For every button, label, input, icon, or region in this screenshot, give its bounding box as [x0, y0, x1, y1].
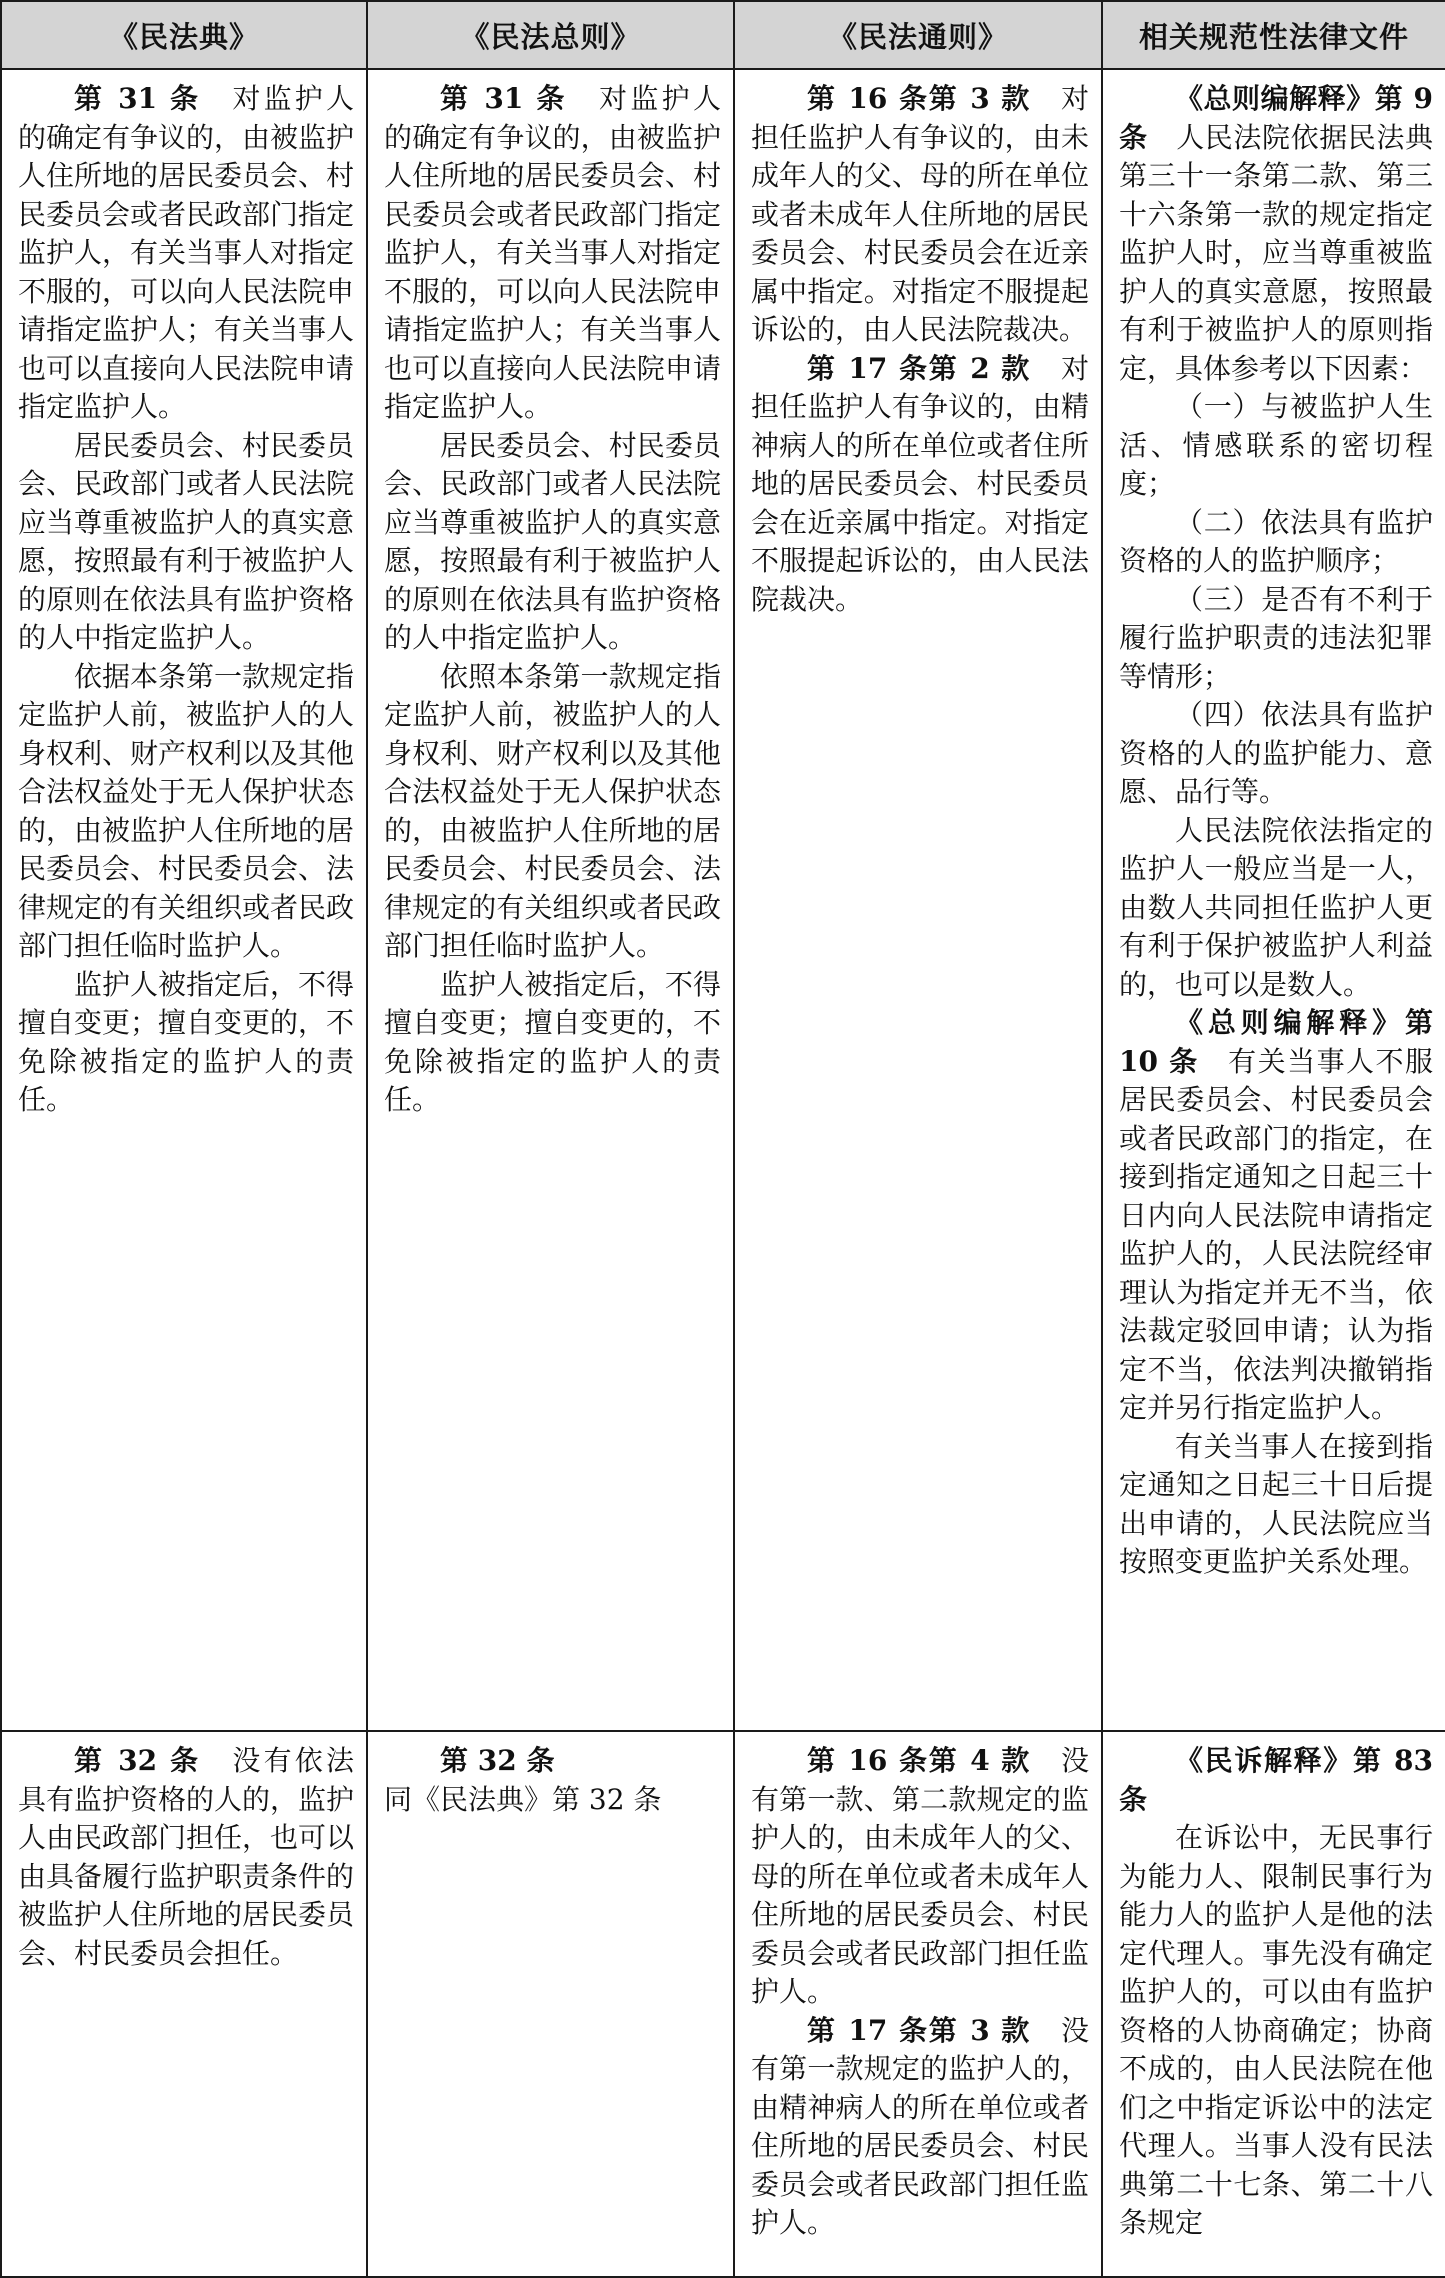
table-cell: [734, 1731, 1102, 2277]
header-general-provisions: 《民法总则》: [367, 1, 734, 69]
table-row: [1, 1731, 1445, 2277]
article-number: 第 32 条: [74, 1744, 202, 1777]
clause-paragraph: （三）是否有不利于履行监护职责的违法犯罪等情形；: [1119, 582, 1433, 693]
article-number: 第 31 条: [440, 82, 568, 115]
clause-paragraph: （四）依法具有监护资格的人的监护能力、意愿、品行等。: [1119, 698, 1433, 808]
clause-paragraph: [751, 2012, 1089, 2243]
clause-text: 对担任监护人有争议的，由未成年人的父、母的所在单位或者未成年人住所地的居民委员会、村民委员会在近亲属中指定。对指定不服提起诉讼的，由人民法院裁决。: [751, 82, 1089, 346]
article-number: 第 32 条: [440, 1744, 555, 1777]
clause-paragraph: [1119, 80, 1433, 388]
clause-paragraph: 监护人被指定后，不得擅自变更；擅自变更的，不免除被指定的监护人的责任。: [384, 967, 721, 1116]
clause-paragraph: [1119, 1742, 1433, 1819]
clause-paragraph: [18, 1742, 354, 1973]
clause-paragraph: 居民委员会、村民委员会、民政部门或者人民法院应当尊重被监护人的真实意愿，按照最有利于被监护人的原则在依法具有监护资格的人中指定监护人。: [384, 428, 721, 654]
clause-paragraph: [384, 80, 721, 427]
header-row: [1, 1, 1445, 69]
clause-text: 对监护人的确定有争议的，由被监护人住所地的居民委员会、村民委员会或者民政部门指定监护人，有关当事人对指定不服的，可以向人民法院申请指定监护人；有关当事人也可以直接向人民法院申请指定监护人。: [18, 82, 355, 423]
clause-text: 没有第一款规定的监护人的，由精神病人的所在单位或者住所地的居民委员会、村民委员会或者民政部门担任监护人。: [751, 2013, 1089, 2239]
article-number: 第 31 条: [74, 82, 202, 115]
clause-text: 对监护人的确定有争议的，由被监护人住所地的居民委员会、村民委员会或者民政部门指定监护人，有关当事人对指定不服的，可以向人民法院申请指定监护人；有关当事人也可以直接向人民法院申请指定监护人。: [384, 82, 721, 423]
article-number: 《民诉解释》第 83 条: [1119, 1744, 1433, 1816]
table-cell: [1102, 1731, 1445, 2277]
clause-text: 人民法院依据民法典第三十一条第二款、第三十六条第一款的规定指定监护人时，应当尊重被监护人的真实意愿，按照最有利于被监护人的原则指定，具体参考以下因素：: [1119, 120, 1433, 385]
table-cell: [367, 1731, 734, 2277]
table-header: [1, 1, 1445, 69]
article-number: 第 17 条第 2 款: [807, 351, 1032, 385]
clause-paragraph: [751, 1742, 1089, 2012]
table-cell: [734, 69, 1102, 1731]
clause-paragraph: 依照本条第一款规定指定监护人前，被监护人的人身权利、财产权利以及其他合法权益处于无人保护状态的，由被监护人住所地的居民委员会、村民委员会、法律规定的有关组织或者民政部门担任临时监护人。: [384, 659, 721, 962]
table-row: [1, 69, 1445, 1731]
clause-paragraph: 居民委员会、村民委员会、民政部门或者人民法院应当尊重被监护人的真实意愿，按照最有利于被监护人的原则在依法具有监护资格的人中指定监护人。: [18, 428, 355, 654]
table-cell: [367, 69, 734, 1731]
clause-text: 没有依法具有监护资格的人的，监护人由民政部门担任，也可以由具备履行监护职责条件的被监护人住所地的居民委员会、村民委员会担任。: [18, 1744, 355, 1970]
clause-paragraph: [1119, 1004, 1433, 1428]
article-number: 《总则编解释》第 9 条: [1119, 82, 1433, 154]
clause-paragraph: [384, 1742, 721, 1781]
clause-paragraph: [751, 80, 1089, 350]
header-civil-code: 《民法典》: [1, 1, 367, 69]
article-number: 第 16 条第 4 款: [807, 1744, 1032, 1777]
clause-paragraph: 监护人被指定后，不得擅自变更；擅自变更的，不免除被指定的监护人的责任。: [18, 967, 355, 1116]
article-number: 第 16 条第 3 款: [807, 82, 1032, 115]
clause-paragraph: 依据本条第一款规定指定监护人前，被监护人的人身权利、财产权利以及其他合法权益处于无人保护状态的，由被监护人住所地的居民委员会、村民委员会、法律规定的有关组织或者民政部门担任临时监护人。: [18, 659, 355, 962]
clause-text: 没有第一款、第二款规定的监护人的，由未成年人的父、母的所在单位或者未成年人住所地的居民委员会、村民委员会或者民政部门担任监护人。: [751, 1744, 1089, 2008]
clause-text: 有关当事人不服居民委员会、村民委员会或者民政部门的指定，在接到指定通知之日起三十日内向人民法院申请指定监护人的，人民法院经审理认为指定并无不当，依法裁定驳回申请；认为指定不当，依法判决撤销指定并另行指定监护人。: [1119, 1044, 1433, 1424]
clause-paragraph: （一）与被监护人生活、情感联系的密切程度；: [1119, 390, 1433, 500]
clause-paragraph: [751, 350, 1089, 620]
table-cell: [1, 69, 367, 1731]
header-general-principles: 《民法通则》: [734, 1, 1102, 69]
clause-paragraph: 有关当事人在接到指定通知之日起三十日后提出申请的，人民法院应当按照变更监护关系处理。: [1119, 1429, 1433, 1578]
table-body: [1, 69, 1445, 2277]
table-cell: [1102, 69, 1445, 1731]
table-cell: [1, 1731, 367, 2277]
clause-paragraph: 在诉讼中，无民事行为能力人、限制民事行为能力人的监护人是他的法定代理人。事先没有确定监护人的，可以由有监护资格的人协商确定；协商不成的，由人民法院在他们之中指定诉讼中的法定代理人。当事人没有民法典第二十七条、第二十八条规定: [1119, 1821, 1433, 2239]
clause-paragraph: （二）依法具有监护资格的人的监护顺序；: [1119, 505, 1433, 577]
article-number: 第 17 条第 3 款: [807, 2013, 1032, 2047]
article-number: 《总则编解释》第 10 条: [1119, 1006, 1433, 1078]
clause-text: 对担任监护人有争议的，由精神病人的所在单位或者住所地的居民委员会、村民委员会在近亲属中指定。对指定不服提起诉讼的，由人民法院裁决。: [751, 351, 1089, 616]
clause-paragraph: 人民法院依法指定的监护人一般应当是一人，由数人共同担任监护人更有利于保护被监护人利益的，也可以是数人。: [1119, 813, 1433, 1001]
header-related-documents: 相关规范性法律文件: [1102, 1, 1445, 69]
clause-paragraph: [18, 80, 354, 427]
clause-paragraph: 同《民法典》第 32 条: [384, 1782, 662, 1816]
